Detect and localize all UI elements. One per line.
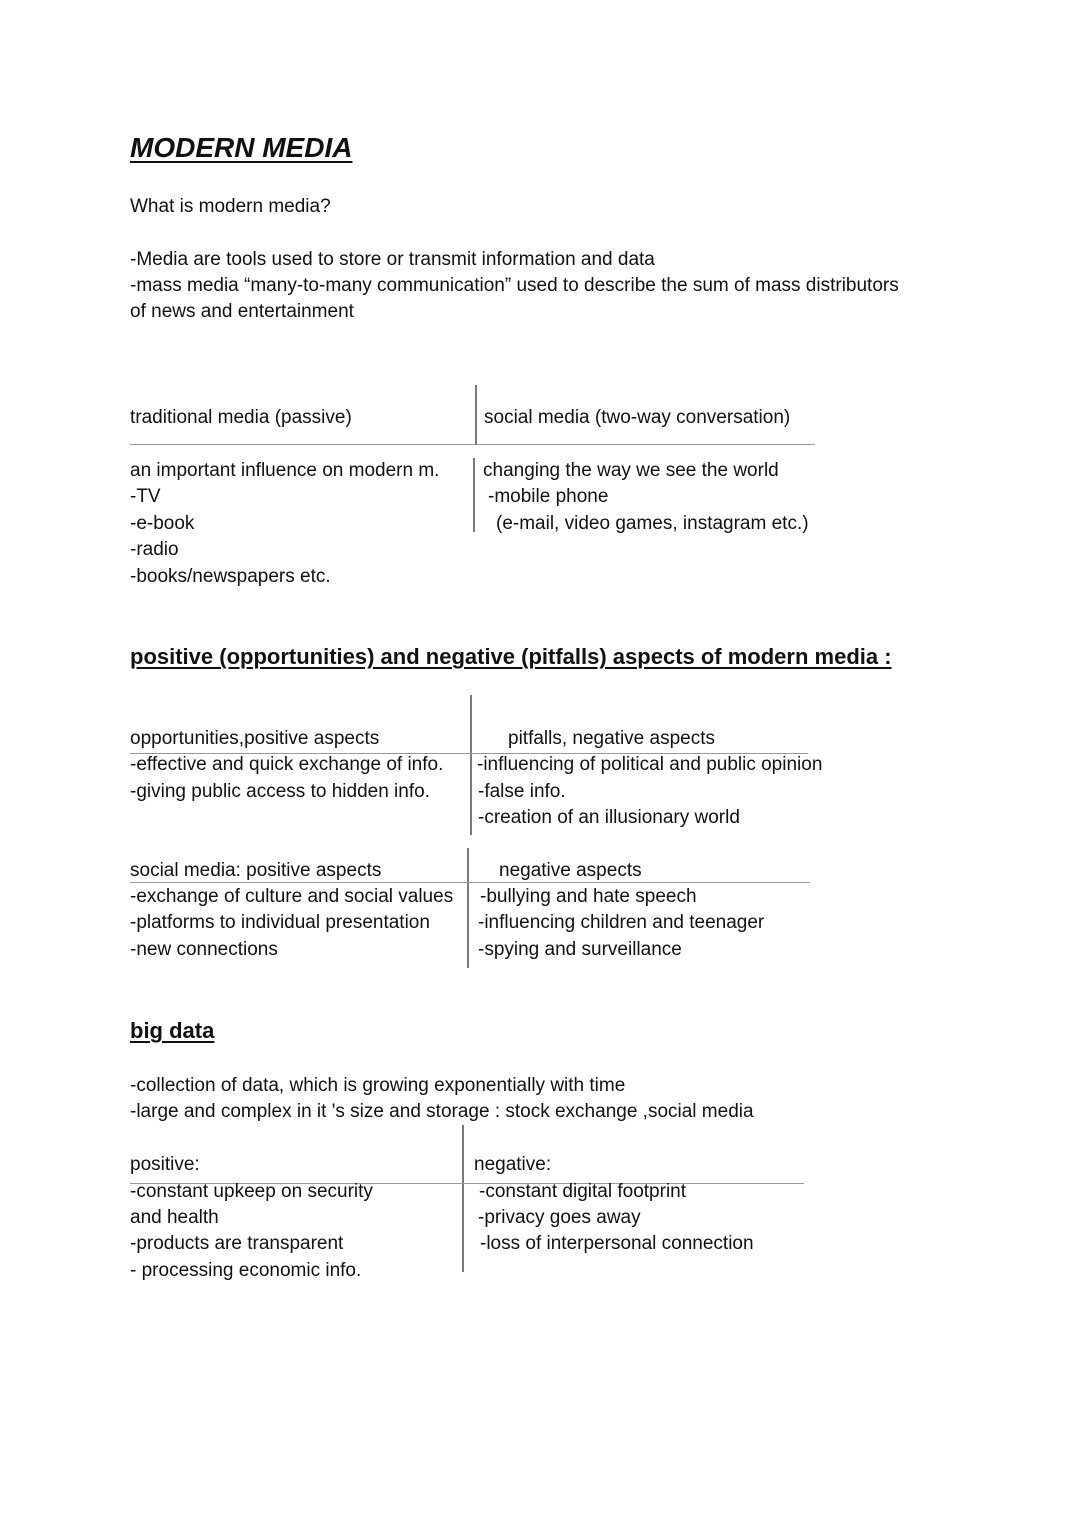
big-data-positive-item: and health xyxy=(130,1207,219,1228)
intro-question: What is modern media? xyxy=(130,196,331,217)
social-media-item: (e-mail, video games, instagram etc.) xyxy=(496,513,809,534)
column-divider xyxy=(473,458,475,532)
big-data-heading: big data xyxy=(130,1018,215,1043)
pitfalls-header: pitfalls, negative aspects xyxy=(508,728,716,749)
column-divider xyxy=(475,385,477,445)
big-data-line: -collection of data, which is growing exponentially with time xyxy=(130,1075,626,1096)
big-data-positive-item: - processing economic info. xyxy=(130,1260,362,1281)
opportunities-header: opportunities,positive aspects xyxy=(130,728,380,749)
big-data-negative-header: negative: xyxy=(474,1154,552,1175)
opportunity-item: -effective and quick exchange of info. xyxy=(130,754,444,775)
pitfall-item: -creation of an illusionary world xyxy=(478,807,740,828)
big-data-negative-item: -loss of interpersonal connection xyxy=(480,1233,754,1254)
intro-line: -Media are tools used to store or transmit information and data xyxy=(130,249,655,270)
social-negative-item: -spying and surveillance xyxy=(478,939,682,960)
pitfall-item: -false info. xyxy=(478,781,566,802)
traditional-media-item: -e-book xyxy=(130,513,195,534)
social-negative-item: -influencing children and teenager xyxy=(478,912,765,933)
table-divider xyxy=(130,444,815,445)
traditional-media-header: traditional media (passive) xyxy=(130,407,352,428)
big-data-positive-item: -products are transparent xyxy=(130,1233,344,1254)
traditional-media-item: -books/newspapers etc. xyxy=(130,566,331,587)
big-data-line: -large and complex in it 's size and storage : stock exchange ,social media xyxy=(130,1101,754,1122)
column-divider xyxy=(467,848,469,968)
traditional-media-item: -radio xyxy=(130,539,179,560)
social-media-header: social media (two-way conversation) xyxy=(484,407,791,428)
column-divider xyxy=(462,1125,464,1272)
intro-line: -mass media “many-to-many communication” used to describe the sum of mass distributors xyxy=(130,275,899,296)
social-media-item: -mobile phone xyxy=(488,486,609,507)
opportunity-item: -giving public access to hidden info. xyxy=(130,781,430,802)
aspects-heading: positive (opportunities) and negative (pitfalls) aspects of modern media : xyxy=(130,644,892,669)
intro-line: of news and entertainment xyxy=(130,301,354,322)
traditional-media-item: -TV xyxy=(130,486,161,507)
social-positive-item: -new connections xyxy=(130,939,278,960)
social-positive-item: -platforms to individual presentation xyxy=(130,912,430,933)
big-data-negative-item: -constant digital footprint xyxy=(479,1181,687,1202)
pitfall-item: -influencing of political and public opinion xyxy=(477,754,823,775)
big-data-negative-item: -privacy goes away xyxy=(478,1207,641,1228)
big-data-positive-header: positive: xyxy=(130,1154,200,1175)
social-negative-item: -bullying and hate speech xyxy=(480,886,697,907)
column-divider xyxy=(470,695,472,835)
page-title: MODERN MEDIA xyxy=(130,132,353,163)
social-positive-item: -exchange of culture and social values xyxy=(130,886,454,907)
social-positive-header: social media: positive aspects xyxy=(130,860,382,881)
table-divider xyxy=(130,882,810,883)
traditional-media-item: an important influence on modern m. xyxy=(130,460,440,481)
social-negative-header: negative aspects xyxy=(499,860,642,881)
big-data-positive-item: -constant upkeep on security xyxy=(130,1181,373,1202)
social-media-item: changing the way we see the world xyxy=(483,460,779,481)
